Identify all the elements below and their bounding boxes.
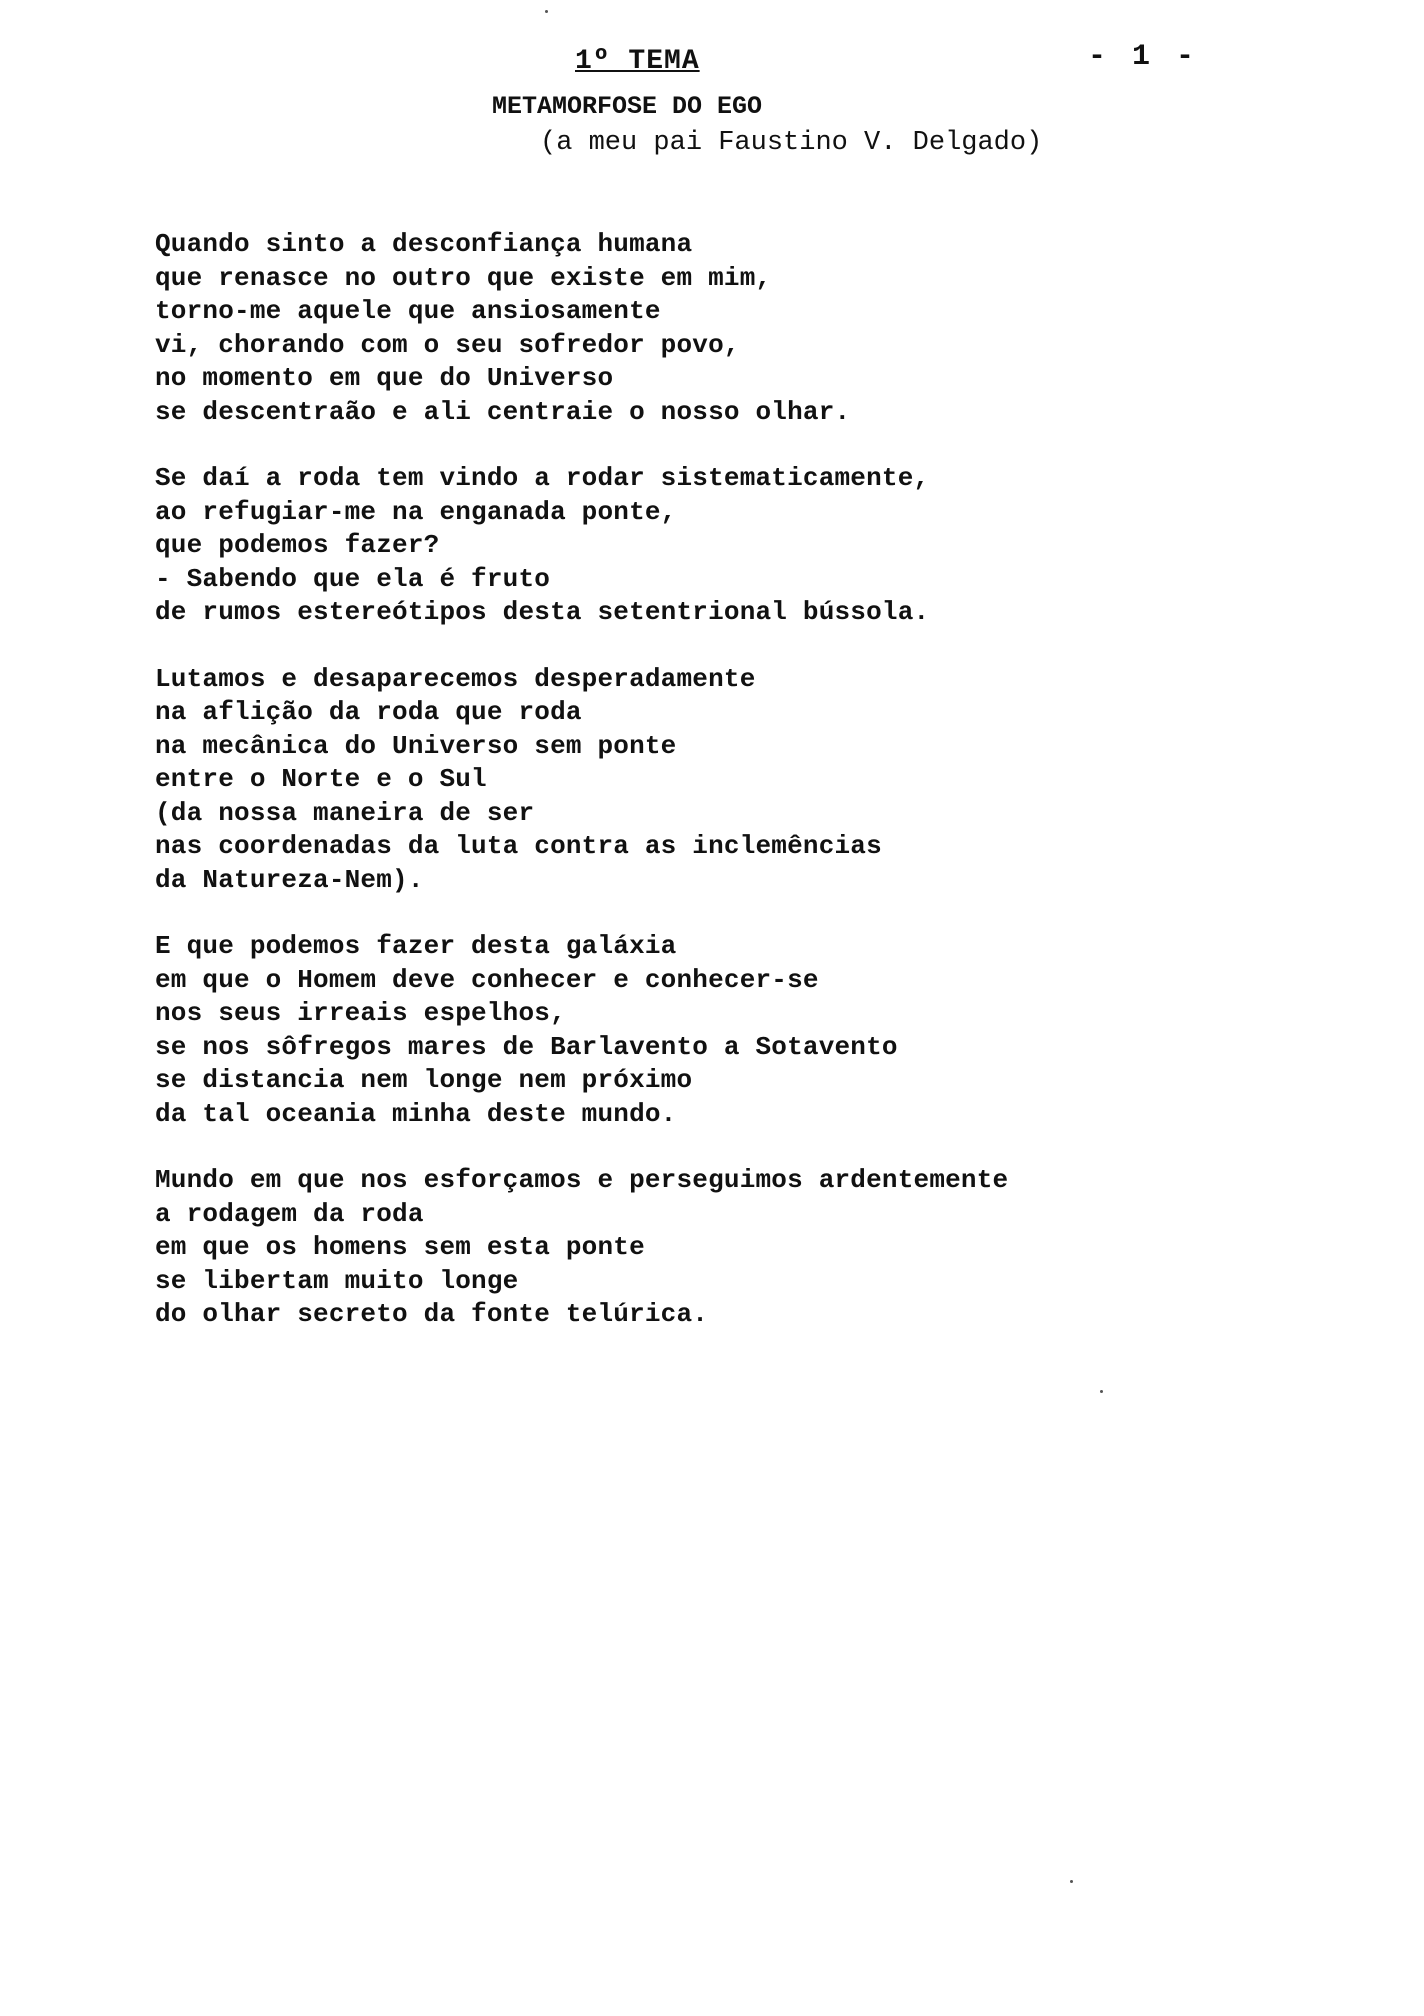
poem-line: Se daí a roda tem vindo a rodar sistematicamente, [155,463,930,493]
poem-line: Mundo em que nos esforçamos e perseguimos ardentemente [155,1165,1009,1195]
poem-line: ao refugiar-me na enganada ponte, [155,496,677,527]
stanza [155,1164,1305,1332]
poem-line: em que o Homem deve conhecer e conhecer-se [155,964,819,995]
poem-line: se descentraão e ali centraie o nosso olhar. [155,396,851,427]
poem-line: nas coordenadas da luta contra as inclemências [155,831,882,861]
poem-line: que renasce no outro que existe em mim, [155,262,772,293]
poem-line: em que os homens sem esta ponte [155,1232,645,1262]
poem-line: de rumos estereótipos desta setentrional bússola. [155,597,930,627]
poem-line: Quando sinto a desconfiança humana [155,229,693,259]
page-number: - 1 - [1088,40,1199,74]
poem-line: se nos sôfregos mares de Barlavento a Sotavento [155,1031,898,1062]
poem-line: a rodagem da roda [155,1198,424,1229]
poem-line: na mecânica do Universo sem ponte [155,730,677,761]
poem-line: nos seus irreais espelhos, [155,998,566,1028]
poem-title: METAMORFOSE DO EGO [492,92,763,121]
poem-line: E que podemos fazer desta galáxia [155,931,677,961]
scan-speck [1070,1880,1073,1883]
poem-line: torno-me aquele que ansiosamente [155,296,661,326]
poem-dedication: (a meu pai Faustino V. Delgado) [540,128,1043,158]
scan-speck [1100,1390,1103,1393]
poem-line: se distancia nem longe nem próximo [155,1065,693,1095]
poem-line: - Sabendo que ela é fruto [155,563,551,594]
stanza [155,663,1305,898]
poem-line: Lutamos e desaparecemos desperadamente [155,663,756,694]
poem-line: do olhar secreto da fonte telúrica. [155,1299,709,1329]
poem-line: da tal oceania minha deste mundo. [155,1098,677,1129]
poem-line: (da nossa maneira de ser [155,797,535,828]
poem-line: entre o Norte e o Sul [155,764,487,794]
poem-line: no momento em que do Universo [155,363,614,393]
stanza [155,930,1305,1131]
poem-line: vi, chorando com o seu sofredor povo, [155,329,740,360]
poem-line: que podemos fazer? [155,530,440,560]
poem-body [155,228,1305,1365]
poem-line: da Natureza-Nem). [155,864,424,895]
section-label: 1º TEMA [575,46,700,77]
poem-line: na aflição da roda que roda [155,697,582,727]
stanza [155,462,1305,630]
stanza [155,228,1305,429]
scan-speck [545,10,548,13]
poem-line: se libertam muito longe [155,1265,519,1296]
